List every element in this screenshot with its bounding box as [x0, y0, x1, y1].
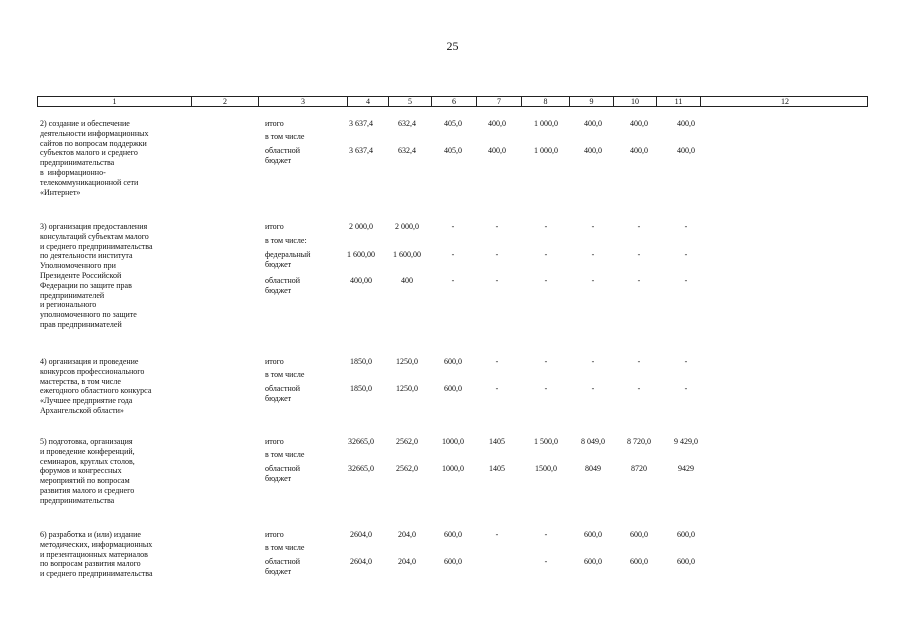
row-description-line: «Интернет»	[40, 187, 81, 197]
value-cell: 400,0	[488, 119, 506, 128]
value-cell: -	[544, 557, 548, 566]
funding-source-label: бюджет	[265, 566, 292, 576]
funding-source-label: бюджет	[265, 285, 292, 295]
value-cell: -	[591, 222, 595, 231]
value-cell: 2 000,0	[349, 222, 373, 231]
header-col-12: 12	[781, 97, 789, 106]
value-cell: 1405	[489, 464, 505, 473]
value-cell: 204,0	[398, 530, 416, 539]
value-cell: -	[637, 384, 641, 393]
value-cell: 2604,0	[350, 557, 372, 566]
row-description-line: семинаров, круглых столов,	[40, 456, 135, 466]
value-cell: 600,0	[677, 557, 695, 566]
row-description-line: Архангельской области»	[40, 406, 124, 415]
value-cell: -	[637, 250, 641, 259]
value-cell: -	[684, 250, 688, 259]
header-col-4: 4	[348, 97, 389, 106]
funding-source-label: федеральный	[265, 250, 311, 259]
row-description-line: по деятельности института	[40, 251, 133, 261]
funding-source-label: в том числе	[265, 370, 305, 379]
funding-source-label: областной	[265, 276, 301, 285]
funding-source-label: бюджет	[265, 259, 292, 269]
row-description-line: 3) организация предоставления	[40, 222, 148, 231]
funding-source-label: областной	[265, 146, 301, 155]
value-cell: 1 000,0	[534, 146, 558, 155]
value-cell: 2604,0	[350, 530, 372, 539]
row-description-line: форумов и конгрессных	[40, 466, 122, 476]
value-cell: 600,0	[630, 557, 648, 566]
value-cell: 405,0	[444, 119, 462, 128]
row-description-line: Уполномоченного при	[40, 261, 116, 271]
value-cell: -	[495, 250, 499, 259]
row-description-line: консультаций субъектам малого	[40, 231, 149, 241]
value-cell: 400,0	[584, 119, 602, 128]
value-cell: -	[591, 384, 595, 393]
row-description-line: 5) подготовка, организация	[40, 437, 133, 446]
funding-source-label: в том числе	[265, 543, 305, 552]
value-cell: 8720	[631, 464, 647, 473]
value-cell: -	[637, 357, 641, 366]
funding-source-label: в том числе	[265, 132, 305, 141]
value-cell: -	[684, 384, 688, 393]
value-cell: 405,0	[444, 146, 462, 155]
value-cell: 204,0	[398, 557, 416, 566]
value-cell: 600,0	[444, 384, 462, 393]
value-cell: 8 720,0	[627, 437, 651, 446]
header-col-9: 9	[570, 97, 614, 106]
funding-source-label: итого	[265, 437, 284, 446]
value-cell: -	[451, 276, 455, 285]
value-cell: 1250,0	[396, 357, 418, 366]
value-cell: 632,4	[398, 146, 416, 155]
header-col-8: 8	[522, 97, 570, 106]
row-description-line: в информационно-	[40, 168, 106, 177]
value-cell: 1 600,00	[347, 250, 375, 259]
row-description-line: по вопросам развития малого	[40, 559, 141, 569]
value-cell: 32665,0	[348, 464, 374, 473]
value-cell: 8 049,0	[581, 437, 605, 446]
value-cell: 400,0	[630, 146, 648, 155]
header-col-1: 1	[38, 97, 192, 106]
row-description-line: и презентационных материалов	[40, 549, 148, 559]
row-description-line: Федерации по защите прав	[40, 280, 132, 290]
row-description-line: сайтов по вопросам поддержки	[40, 138, 147, 148]
value-cell: -	[544, 384, 548, 393]
header-col-11: 11	[657, 97, 701, 106]
funding-source-label: бюджет	[265, 473, 292, 483]
row-description-line: методических, информационных	[40, 539, 153, 549]
header-col-5: 5	[389, 97, 432, 106]
value-cell: 600,0	[444, 557, 462, 566]
row-description-line: мастерства, в том числе	[40, 376, 121, 386]
funding-source-label: областной	[265, 384, 301, 393]
value-cell: 400,0	[677, 146, 695, 155]
value-cell: -	[495, 276, 499, 285]
row-description-line: 4) организация и проведение	[40, 357, 139, 366]
value-cell: 600,0	[677, 530, 695, 539]
funding-source-label: бюджет	[265, 155, 292, 165]
funding-source-label: итого	[265, 119, 284, 128]
value-cell: -	[544, 250, 548, 259]
value-cell: 9429	[678, 464, 694, 473]
value-cell: 632,4	[398, 119, 416, 128]
value-cell: 2562,0	[396, 437, 418, 446]
header-col-7: 7	[477, 97, 522, 106]
value-cell: -	[495, 222, 499, 231]
value-cell: 1250,0	[396, 384, 418, 393]
funding-source-label: областной	[265, 557, 301, 566]
value-cell: 1850,0	[350, 384, 372, 393]
value-cell: -	[544, 357, 548, 366]
value-cell: 1 600,00	[393, 250, 421, 259]
row-description-line: Президенте Российской	[40, 271, 122, 280]
header-col-2: 2	[192, 97, 259, 106]
value-cell: -	[495, 530, 499, 539]
funding-source-label: в том числе	[265, 450, 305, 459]
funding-source-label: бюджет	[265, 393, 292, 403]
value-cell: -	[591, 357, 595, 366]
row-description-line: мероприятий по вопросам	[40, 476, 130, 486]
row-description-line: деятельности информационных	[40, 128, 149, 138]
value-cell: 400,0	[677, 119, 695, 128]
table-header	[37, 96, 868, 107]
funding-source-label: в том числе:	[265, 236, 307, 245]
value-cell: 600,0	[584, 530, 602, 539]
value-cell: -	[684, 276, 688, 285]
funding-source-label: областной	[265, 464, 301, 473]
value-cell: -	[684, 222, 688, 231]
funding-source-label: итого	[265, 530, 284, 539]
value-cell: 1850,0	[350, 357, 372, 366]
row-description-line: прав предпринимателей	[40, 320, 122, 329]
value-cell: 1 500,0	[534, 437, 558, 446]
value-cell: -	[544, 530, 548, 539]
value-cell: -	[637, 222, 641, 231]
value-cell: -	[684, 357, 688, 366]
row-description-line: «Лучшее предприятие года	[40, 396, 133, 406]
value-cell: -	[495, 384, 499, 393]
page-number: 25	[446, 39, 459, 53]
value-cell: 3 637,4	[349, 119, 373, 128]
value-cell: 1 000,0	[534, 119, 558, 128]
row-description-line: предпринимателей	[40, 290, 105, 300]
row-description-line: конкурсов профессионального	[40, 366, 145, 376]
value-cell: 3 637,4	[349, 146, 373, 155]
value-cell: -	[544, 276, 548, 285]
row-description-line: и проведение конференций,	[40, 446, 135, 456]
funding-source-label: итого	[265, 222, 284, 231]
row-description-line: 6) разработка и (или) издание	[40, 530, 141, 539]
row-description-line: развития малого и среднего	[40, 486, 135, 495]
funding-source-label: итого	[265, 357, 284, 366]
row-description-line: и среднего предпринимательства	[40, 241, 153, 251]
value-cell: 600,0	[444, 357, 462, 366]
value-cell: -	[451, 250, 455, 259]
row-description-line: и регионального	[40, 300, 97, 310]
value-cell: 400,0	[630, 119, 648, 128]
row-description-line: предпринимательства	[40, 495, 115, 505]
header-col-10: 10	[614, 97, 657, 106]
value-cell: 600,0	[444, 530, 462, 539]
row-description-line: предпринимательства	[40, 158, 115, 168]
value-cell: 2 000,0	[395, 222, 419, 231]
value-cell: 1000,0	[442, 464, 464, 473]
row-description-line: ежегодного областного конкурса	[40, 386, 152, 396]
value-cell: -	[637, 276, 641, 285]
value-cell: 400	[401, 276, 413, 285]
value-cell: 1500,0	[535, 464, 557, 473]
value-cell: -	[591, 250, 595, 259]
value-cell: -	[495, 357, 499, 366]
value-cell: 32665,0	[348, 437, 374, 446]
header-col-3: 3	[259, 97, 348, 106]
value-cell: 2562,0	[396, 464, 418, 473]
row-description-line: субъектов малого и среднего	[40, 148, 138, 158]
value-cell: 400,0	[488, 146, 506, 155]
value-cell: 600,0	[584, 557, 602, 566]
header-col-6: 6	[432, 97, 477, 106]
value-cell: 8049	[585, 464, 601, 473]
value-cell: 1405	[489, 437, 505, 446]
value-cell: -	[591, 276, 595, 285]
row-description-line: телекоммуникационной сети	[40, 177, 139, 187]
value-cell: -	[451, 222, 455, 231]
value-cell: 400,0	[584, 146, 602, 155]
value-cell: 600,0	[630, 530, 648, 539]
value-cell: 1000,0	[442, 437, 464, 446]
row-description-line: и среднего предпринимательства	[40, 569, 153, 579]
value-cell: 9 429,0	[674, 437, 698, 446]
value-cell: 400,00	[350, 276, 372, 285]
row-description-line: уполномоченного по защите	[40, 310, 137, 320]
row-description-line: 2) создание и обеспечение	[40, 119, 130, 128]
value-cell: -	[544, 222, 548, 231]
